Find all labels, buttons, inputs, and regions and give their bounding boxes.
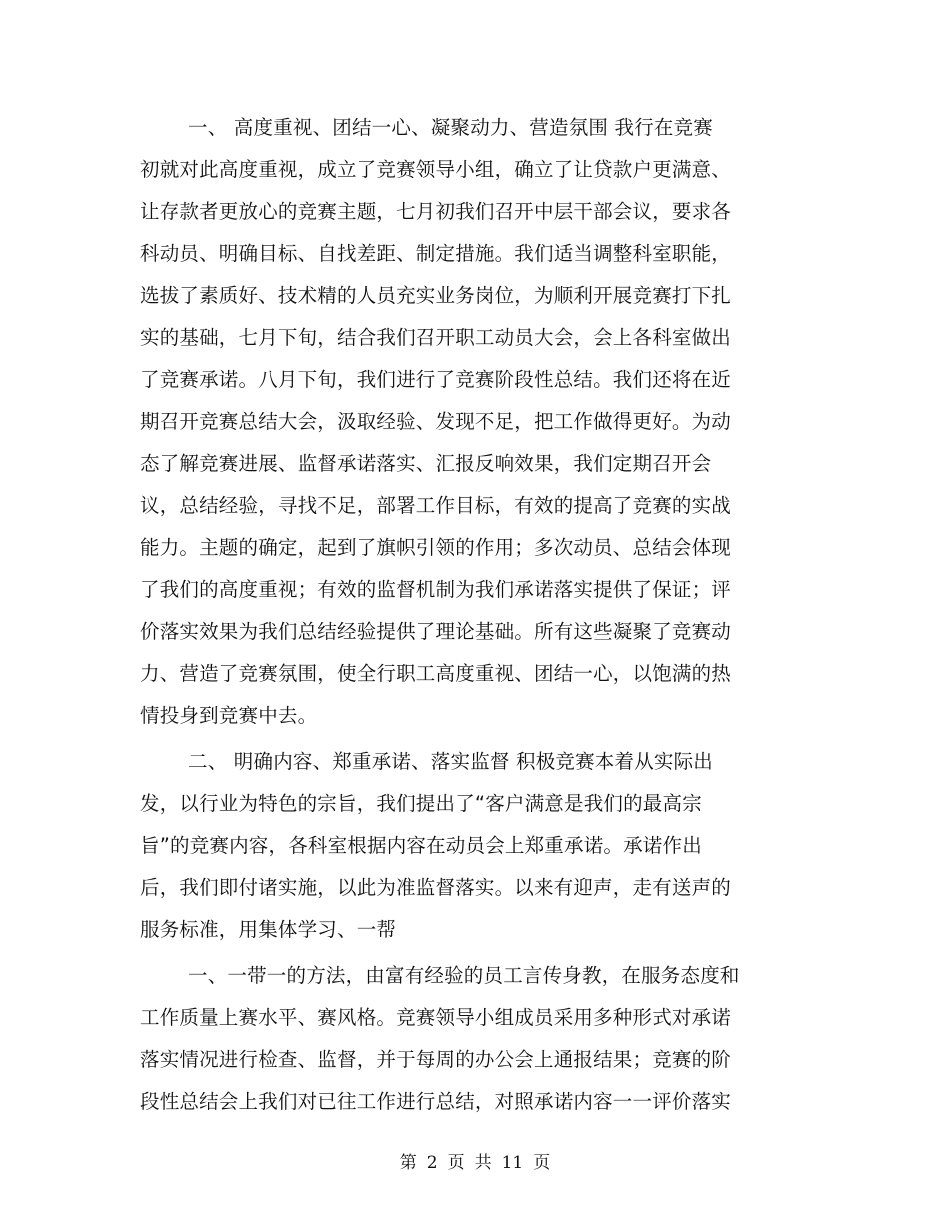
text-line: 工作质量上赛水平、赛风格。竞赛领导小组成员采用多种形式对承诺	[140, 1006, 732, 1029]
text-line: 议，总结经验，寻找不足，部署工作目标，有效的提高了竞赛的实战	[140, 494, 732, 517]
text-line: 实的基础，七月下旬，结合我们召开职工动员大会，会上各科室做出	[140, 326, 732, 349]
text-line: 价落实效果为我们总结经验提供了理论基础。所有这些凝聚了竞赛动	[140, 620, 732, 643]
footer-di: 第	[399, 1153, 417, 1173]
text-line: 初就对此高度重视，成立了竞赛领导小组，确立了让贷款户更满意、	[140, 158, 732, 181]
footer-ye2: 页	[533, 1153, 551, 1173]
page-number: 2	[426, 1153, 438, 1173]
text-line: 态了解竞赛进展、监督承诺落实、汇报反响效果，我们定期召开会	[140, 452, 712, 475]
text-line: 一、一带一的方法，由富有经验的员工言传身教，在服务态度和	[188, 964, 740, 987]
footer-ye: 页	[447, 1153, 465, 1173]
text-line: 了我们的高度重视；有效的监督机制为我们承诺落实提供了保证；评	[140, 578, 732, 601]
text-line: 后，我们即付诸实施，以此为准监督落实。以来有迎声，走有送声的	[140, 876, 732, 899]
text-line: 让存款者更放心的竞赛主题，七月初我们召开中层干部会议，要求各	[140, 200, 732, 223]
text-line: 情投身到竞赛中去。	[140, 704, 318, 727]
text-line: 二、 明确内容、郑重承诺、落实监督 积极竞赛本着从实际出	[188, 750, 713, 773]
footer-gong: 共	[474, 1153, 492, 1173]
text-line: 一、 高度重视、团结一心、凝聚动力、营造氛围 我行在竞赛	[188, 116, 713, 139]
text-line: 了竞赛承诺。八月下旬，我们进行了竞赛阶段性总结。我们还将在近	[140, 368, 732, 391]
text-line: 力、营造了竞赛氛围，使全行职工高度重视、团结一心，以饱满的热	[140, 662, 732, 685]
page-footer	[0, 1150, 950, 1176]
text-line: 服务标准，用集体学习、一帮	[140, 918, 397, 941]
total-pages: 11	[501, 1153, 524, 1173]
text-line: 落实情况进行检查、监督，并于每周的办公会上通报结果；竞赛的阶	[140, 1048, 732, 1071]
text-line: 期召开竞赛总结大会，汲取经验、发现不足，把工作做得更好。为动	[140, 410, 732, 433]
text-line: 段性总结会上我们对已往工作进行总结，对照承诺内容一一评价落实	[140, 1090, 732, 1113]
text-line: 选拔了素质好、技术精的人员充实业务岗位，为顺利开展竞赛打下扎	[140, 284, 732, 307]
text-line: 能力。主题的确定，起到了旗帜引领的作用；多次动员、总结会体现	[140, 536, 732, 559]
text-line: 旨”的竞赛内容，各科室根据内容在动员会上郑重承诺。承诺作出	[140, 834, 702, 857]
text-line: 发，以行业为特色的宗旨，我们提出了“客户满意是我们的最高宗	[140, 792, 702, 815]
text-line: 科动员、明确目标、自找差距、制定措施。我们适当调整科室职能，	[140, 242, 732, 265]
